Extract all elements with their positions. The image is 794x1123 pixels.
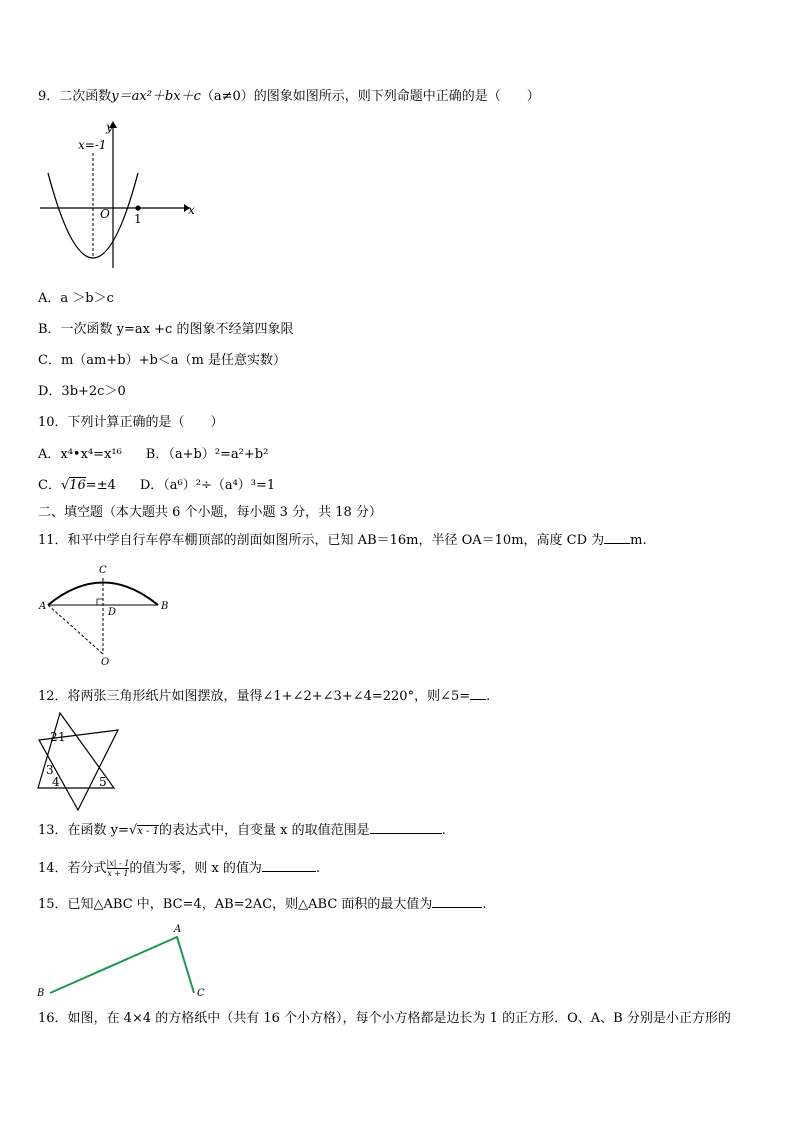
root-point — [135, 205, 140, 210]
angle-4-label: 4 — [52, 775, 60, 789]
q14-prefix: 14．若分式 — [38, 861, 107, 876]
q13-tail: . — [441, 823, 446, 838]
q13-stem: 13．在函数 y=√x - 1的表达式中，自变量 x 的取值范围是 . — [38, 820, 446, 841]
q10-option-c-radicand: 16 — [69, 478, 86, 493]
q16-stem: 16．如图，在 4×4 的方格纸中（共有 16 个小方格），每个小方格都是边长为 1 的正方形．O、A、B 分别是小正方形的 — [38, 1011, 731, 1026]
q11-stem-text: 11．和平中学自行车停车棚顶部的剖面如图所示，已知 AB＝16m，半径 OA＝10m，高度 CD 为 — [38, 533, 605, 548]
label-a: A — [39, 601, 47, 612]
q15-triangle-diagram — [34, 920, 214, 1000]
y-label: y — [106, 120, 113, 134]
q15-answer-blank[interactable] — [432, 894, 482, 908]
q11-tail: m. — [630, 533, 647, 548]
section-heading: 二、填空题（本大题共 6 个小题，每小题 3 分，共 18 分） — [38, 505, 382, 520]
q12-stem — [38, 686, 490, 706]
q13-suffix: 的表达式中，自变量 x 的取值范围是 — [158, 823, 370, 838]
q14-suffix: 的值为零，则 x 的值为 — [129, 861, 262, 876]
q9-parabola-graph — [38, 118, 198, 273]
q14-numerator: |x| - 1 — [106, 859, 130, 868]
q9-option-c: C．m（am+b）+b＜a（m 是任意实数） — [38, 353, 286, 368]
q13-prefix: 13．在函数 y= — [38, 823, 129, 838]
origin-label: O — [100, 207, 110, 221]
q14-stem — [38, 858, 320, 878]
q12-stem-text: 12．将两张三角形纸片如图摆放，量得∠1+∠2+∠3+∠4=220°，则∠5= — [38, 689, 471, 704]
line-ao — [48, 605, 103, 654]
angle-5-label: 5 — [99, 775, 107, 789]
q14-answer-blank[interactable] — [262, 858, 316, 872]
q11-arc-diagram — [38, 562, 178, 672]
q14-fraction — [107, 859, 130, 878]
q9-formula: y＝ax²＋bx＋c — [111, 89, 201, 104]
tick-1-label: 1 — [134, 212, 142, 226]
q13-radicand: x - 1 — [137, 826, 159, 837]
q15-stem — [38, 894, 487, 914]
q11-answer-blank[interactable] — [604, 530, 630, 544]
q10-option-a: A．x⁴•x⁴=x¹⁶ — [38, 447, 122, 462]
angle-1-label: 1 — [58, 730, 66, 744]
q10-option-d: D．（a⁶）²÷（a⁴）³=1 — [139, 478, 276, 493]
q12-triangles-diagram — [36, 710, 126, 812]
label-b: B — [37, 988, 45, 999]
q12-answer-blank[interactable] — [470, 686, 486, 700]
label-o: O — [101, 657, 110, 668]
q14-tail: . — [315, 861, 321, 876]
x-label: x — [188, 203, 195, 217]
label-d: D — [108, 607, 117, 618]
q10-stem: 10．下列计算正确的是（ ） — [38, 415, 224, 430]
label-c: C — [99, 565, 107, 576]
q15-stem-text: 15．已知△ABC 中，BC=4，AB=2AC，则△ABC 面积的最大值为 — [38, 897, 433, 912]
q15-tail: . — [482, 897, 487, 912]
angle-3-label: 3 — [46, 763, 54, 777]
symmetry-label: x=-1 — [78, 138, 107, 152]
q9-stem-a: 9．二次函数 — [38, 89, 112, 104]
label-b: B — [161, 601, 169, 612]
q9-option-b: B．一次函数 y=ax +c 的图象不经第四象限 — [38, 322, 294, 337]
q14-denominator: x + 1 — [107, 869, 129, 878]
angle-2-label: 2 — [50, 730, 58, 744]
q10-options-ab — [38, 446, 268, 464]
q10-option-c-suffix: =±4 — [85, 478, 116, 493]
q9-stem-b: （a≠0）的图象如图所示，则下列命题中正确的是（ ） — [200, 89, 540, 104]
q10-option-b: B．（a+b）²=a²+b² — [145, 447, 269, 462]
label-a: A — [174, 924, 182, 935]
q13-answer-blank[interactable] — [370, 820, 442, 834]
q9-stem — [38, 88, 540, 106]
label-c: C — [197, 988, 205, 999]
q9-option-d: D．3b+2c＞0 — [38, 384, 126, 399]
q10-options-cd: C．√16=±4 D．（a⁶）²÷（a⁴）³=1 — [38, 478, 276, 493]
right-angle-mark — [97, 599, 103, 605]
q10-option-c-prefix: C． — [38, 478, 61, 493]
q9-option-a: A．a ＞b＞c — [38, 291, 114, 306]
q12-tail: . — [486, 689, 491, 704]
triangle-abc — [50, 937, 194, 993]
q11-stem — [38, 530, 647, 550]
